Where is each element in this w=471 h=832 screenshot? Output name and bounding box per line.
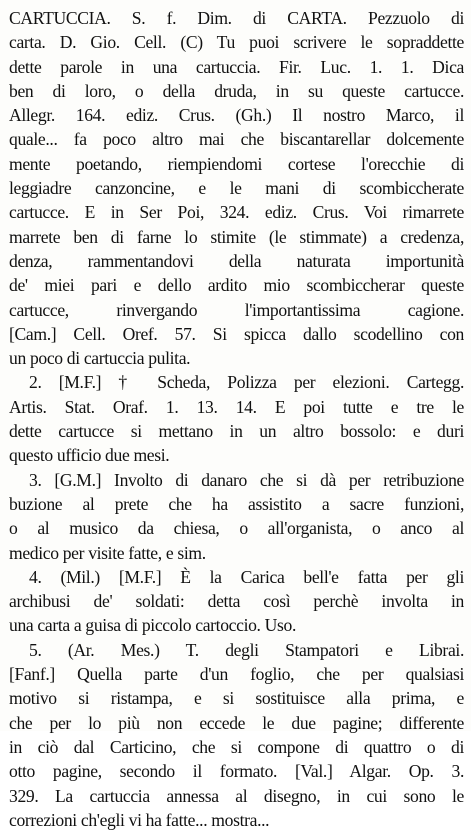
entry-text-line: 5. (Ar. Mes.) T. degli Stampatori e Librai. (29, 639, 464, 660)
entry-text-line: CARTUCCIA. S. f. Dim. di CARTA. Pezzuolo di (9, 8, 464, 28)
entry-text-line: 4. (Mil.) [M.F.] È la Carica bell'e fatta per gli (29, 566, 464, 587)
entry-text-line: Allegr. 164. ediz. Crus. (Gh.) Il nostro Marco, il (9, 105, 464, 126)
entry-text-line: motivo si ristampa, e si sostituisce alla prima, e (9, 688, 464, 709)
entry-text-line: mente poetando, riempiendomi cortese l'orecchie di (9, 153, 464, 174)
entry-text-line: in ciò dal Carticino, che si compone di quattro o di (9, 736, 464, 757)
entry-text-line: de' miei pari e dello ardito mio scombiccherar queste (9, 275, 464, 296)
entry-text-line: denza, rammentandovi della naturata importunità (9, 250, 464, 271)
entry-text-line: buzione al prete che ha assistito a sacre funzioni, (9, 493, 464, 514)
entry-text-line: archibusi de' soldati: detta così perchè involta in (9, 591, 464, 612)
entry-text-line: medico per visite fatte, e sim. (9, 542, 206, 563)
entry-text-line: 3. [G.M.] Involto di danaro che si dà per retribuzione (29, 469, 464, 490)
entry-text-line: dette parole in una cartuccia. Fir. Luc. 1. 1. Dica (9, 56, 464, 77)
entry-text-line: [Cam.] Cell. Oref. 57. Si spicca dallo scodellino con (9, 323, 464, 344)
entry-text-line: cartucce, rinvergando l'importantissima cagione. (9, 299, 464, 320)
entry-text-line: leggiadre canzoncine, e le mani di scombiccherate (9, 178, 464, 199)
entry-text-line: quale... fa poco altro mai che biscantarellar dolcemente (9, 129, 464, 150)
entry-text-line: questo ufficio due mesi. (9, 445, 170, 466)
entry-text-line: 329. La cartuccia annessa al disegno, in cui sono le (9, 785, 464, 806)
entry-text-line: un poco di cartuccia pulita. (9, 348, 191, 369)
entry-text-line: cartucce. E in Ser Poi, 324. ediz. Crus. Voi rimarrete (9, 202, 464, 223)
entry-text-line: correzioni ch'egli vi ha fatte... mostra... (9, 809, 270, 830)
entry-text-line: carta. D. Gio. Cell. (C) Tu puoi scrivere le sopraddette (9, 32, 464, 53)
entry-text-line: ben di loro, o della druda, in su queste cartucce. (9, 80, 464, 101)
entry-text-line: Artis. Stat. Oraf. 1. 13. 14. E poi tutte e tre le (9, 396, 464, 417)
entry-text-line: marrete ben di farne lo stimite (le stimmate) a credenza, (9, 226, 464, 247)
entry-text-line: 2. [M.F.] † Scheda, Polizza per elezioni. Cartegg. (29, 372, 464, 393)
entry-text-line: dette cartucce si mettano in un altro bossolo: e duri (9, 421, 464, 442)
entry-text-line: [Fanf.] Quella parte d'un foglio, che per qualsiasi (9, 664, 464, 685)
entry-text-line: otto pagine, secondo il formato. [Val.] Algar. Op. 3. (9, 761, 464, 782)
entry-text-line: che per lo più non eccede le due pagine; differente (9, 712, 464, 733)
entry-text-line: o al musico da chiesa, o all'organista, o anco al (9, 518, 464, 539)
dictionary-entry-cartuccia (9, 6, 464, 832)
entry-text-line: una carta a guisa di piccolo cartoccio. Uso. (9, 615, 296, 636)
